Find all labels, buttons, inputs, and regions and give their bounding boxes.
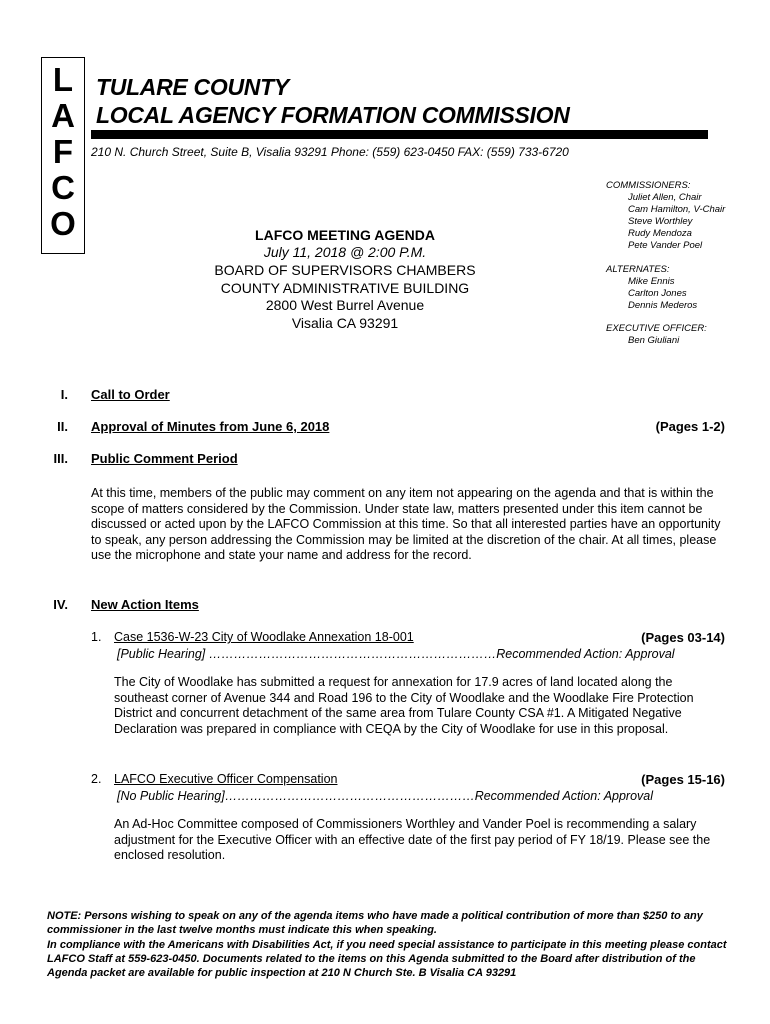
- meeting-building: COUNTY ADMINISTRATIVE BUILDING: [220, 280, 470, 296]
- meeting-street: 2800 West Burrel Avenue: [265, 297, 425, 313]
- item-number: I.: [60, 387, 68, 402]
- logo-letter: F: [52, 133, 74, 170]
- logo-letter: A: [51, 97, 75, 134]
- public-comment-text: At this time, members of the public may comment on any item not appearing on the agenda and that is within the scope of matters considered by the Commission. Under state law, matters presented under this item cannot be discussed or acted upon by the LAFCO Commission at this time. So that all interested parties have an opportunity to speak, any person addressing the Commission may be limited at the discretion of the chair. At all times, please use the microphone and state your name and address for the record.: [91, 486, 721, 563]
- subitem-number: 2.: [91, 772, 102, 786]
- political-contribution-note: NOTE: Persons wishing to speak on any of the agenda items who have made a political contribution of more than $250 to any commissioner in the last twelve months must indicate this when speaking.: [47, 910, 703, 937]
- meeting-city: Visalia CA 93291: [291, 315, 399, 331]
- logo-letter: L: [52, 61, 74, 98]
- subitem-pages: (Pages 03-14): [641, 630, 725, 645]
- meeting-datetime: July 11, 2018 @ 2:00 P.M.: [263, 244, 427, 260]
- contact-address: 210 N. Church Street, Suite B, Visalia 93291 Phone: (559) 623-0450 FAX: (559) 733-6720: [91, 145, 569, 159]
- alternates-heading: ALTERNATES:: [606, 264, 670, 275]
- subitem-number: 1.: [91, 630, 102, 644]
- item-heading-minutes: Approval of Minutes from June 6, 2018: [91, 419, 330, 434]
- compensation-text: An Ad-Hoc Committee composed of Commissioners Worthley and Vander Poel is recommending a salary adjustment for the Executive Officer with an effective date of the first pay period of FY 18/19. Please see the enclosed resolution.: [114, 817, 711, 863]
- lafco-logo: [41, 57, 85, 254]
- commissioner-name: Cam Hamilton, V-Chair: [628, 204, 726, 215]
- org-title-line2: LOCAL AGENCY FORMATION COMMISSION: [96, 102, 570, 128]
- woodlake-annexation-text: The City of Woodlake has submitted a request for annexation for 17.9 acres of land located along the southeast corner of Avenue 344 and Road 196 to the City of Woodlake and the Woodlake Fire Protection District and concurrent detachment of the same area from Tulare County CSA #1. A Mitigated Negative Declaration was prepared in compliance with CEQA by the City of Woodlake for use in this proposal.: [114, 675, 694, 736]
- item-number: II.: [57, 419, 68, 434]
- title-divider: [91, 130, 708, 139]
- commissioner-name: Juliet Allen, Chair: [628, 192, 702, 203]
- subitem-title-woodlake: Case 1536-W-23 City of Woodlake Annexation 18-001: [114, 630, 414, 644]
- subitem-pages: (Pages 15-16): [641, 772, 725, 787]
- item-heading-call-to-order: Call to Order: [91, 387, 170, 402]
- commissioner-name: Steve Worthley: [628, 216, 693, 227]
- item-heading-public-comment: Public Comment Period: [91, 451, 238, 466]
- commissioner-name: Pete Vander Poel: [628, 240, 703, 251]
- executive-officer-heading: EXECUTIVE OFFICER:: [606, 323, 707, 334]
- item-number: III.: [53, 451, 68, 466]
- item-pages: (Pages 1-2): [655, 419, 725, 434]
- alternate-name: Dennis Mederos: [628, 300, 698, 311]
- meeting-location: BOARD OF SUPERVISORS CHAMBERS: [214, 262, 476, 278]
- commissioners-heading: COMMISSIONERS:: [606, 180, 691, 191]
- logo-letter: O: [50, 205, 76, 242]
- hearing-line: [No Public Hearing]……………………………………………………Recommended Action: Approval: [117, 789, 654, 803]
- subitem-title-compensation: LAFCO Executive Officer Compensation: [114, 772, 338, 786]
- commissioner-name: Rudy Mendoza: [628, 228, 692, 239]
- org-title-line1: TULARE COUNTY: [96, 74, 289, 100]
- logo-letter: C: [51, 169, 75, 206]
- item-number: IV.: [53, 597, 68, 612]
- alternate-name: Mike Ennis: [628, 276, 675, 287]
- alternate-name: Carlton Jones: [628, 288, 687, 299]
- item-heading-new-action: New Action Items: [91, 597, 199, 612]
- ada-compliance-note: In compliance with the Americans with Disabilities Act, if you need special assistance to participate in this meeting please contact LAFCO Staff at 559-623-0450. Documents related to the items on this Agenda submitted to the Board after distribution of the Agenda packet are available for public inspection at 210 N Church Ste. B Visalia CA 93291: [47, 939, 727, 980]
- meeting-title: LAFCO MEETING AGENDA: [255, 227, 435, 243]
- hearing-line: [Public Hearing] ……………………………………………………………Recommended Action: Approval: [117, 647, 675, 661]
- executive-officer-name: Ben Giuliani: [628, 335, 680, 346]
